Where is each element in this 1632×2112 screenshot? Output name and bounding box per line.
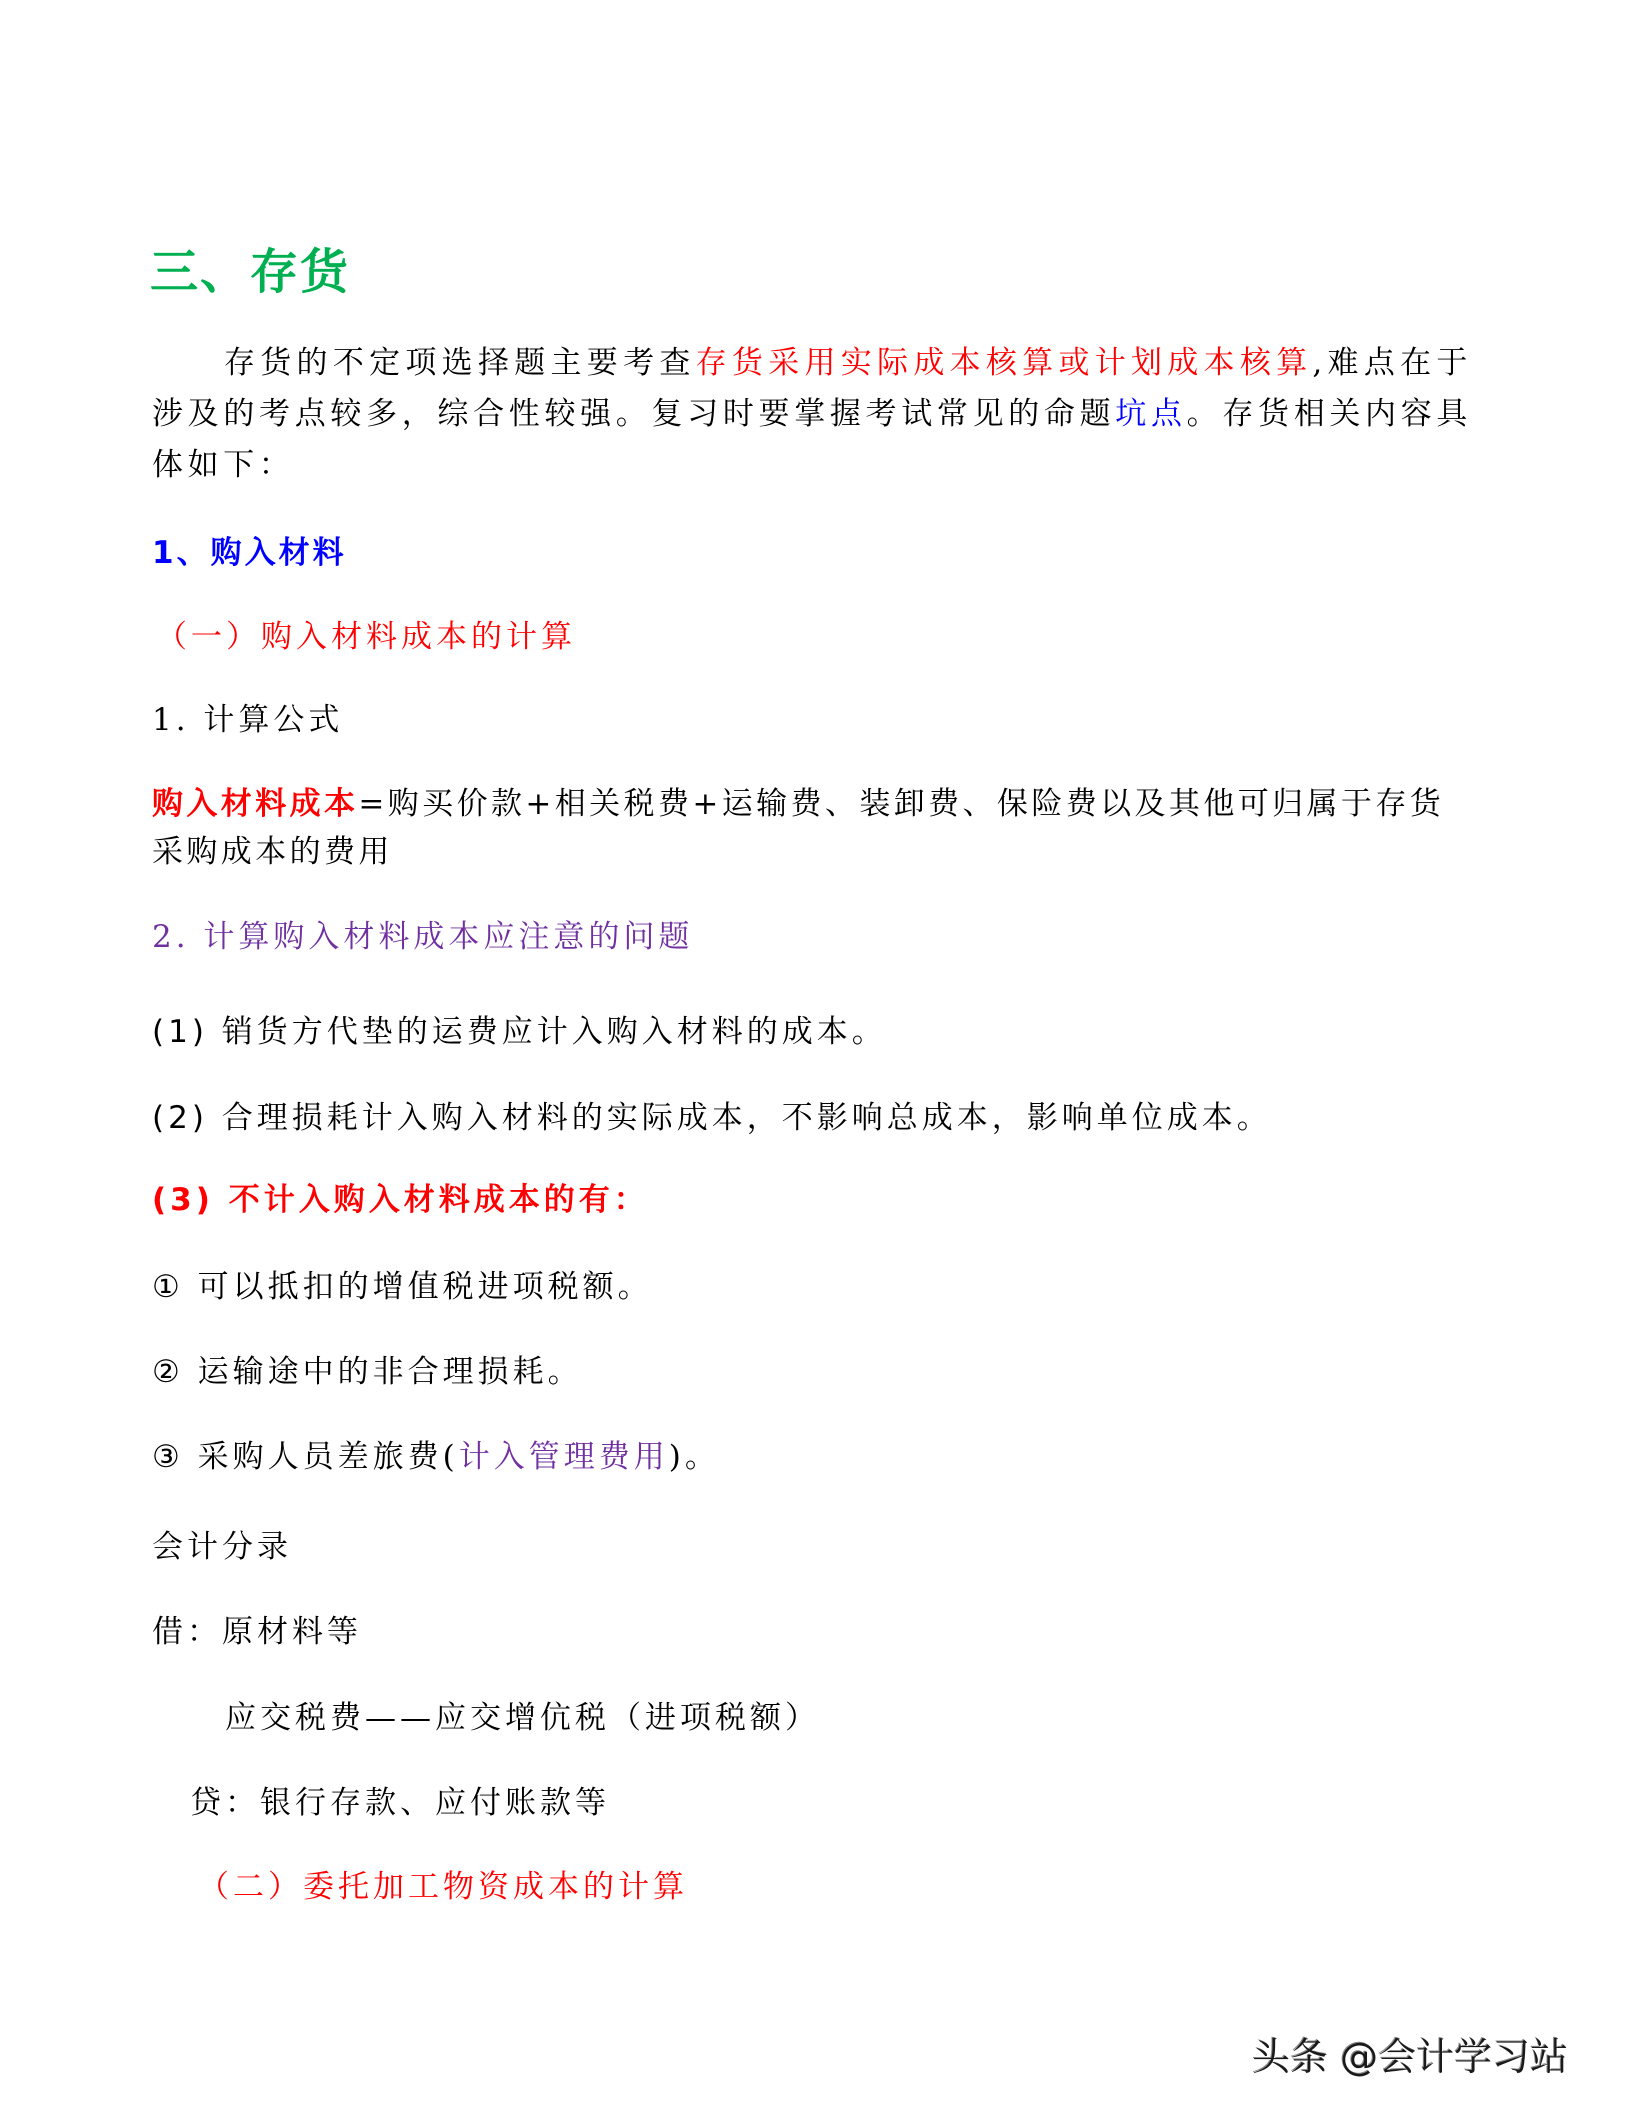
exclusion-text: 运输途中的非合理损耗。	[197, 1354, 583, 1390]
intro-text-3: 。存货相关内容具体如下：	[152, 396, 1472, 483]
note-marker: (1)	[152, 1014, 208, 1050]
exclusion-text: 可以抵扣的增值税进项税额。	[197, 1269, 653, 1305]
note-text: 销货方代垫的运费应计入购入材料的成本。	[221, 1014, 887, 1050]
exclusion-item	[152, 1347, 583, 1397]
exclusion-item	[152, 1432, 720, 1482]
note-exclusions-heading	[152, 1175, 649, 1225]
note-text: 合理损耗计入购入材料的实际成本，不影响总成本，影响单位成本。	[221, 1100, 1272, 1136]
intro-highlight-red: 存货采用实际成本核算或计划成本核算	[695, 345, 1313, 381]
exclusion-text: 采购人员差旅费(	[197, 1439, 459, 1475]
heading-purchase-materials: 1、购入材料	[152, 535, 347, 571]
intro-text-1: 存货的不定项选择题主要考查	[224, 345, 696, 381]
exclusion-marker: ②	[152, 1354, 184, 1390]
exclusion-highlight-purple: 计入管理费用	[458, 1439, 669, 1475]
note-marker: (3)	[152, 1182, 214, 1218]
journal-heading: 会计分录	[152, 1529, 292, 1565]
exclusion-item	[152, 1262, 653, 1312]
intro-text-2: ,难点在于涉及的考点较多，综合性较强。复习时要掌握考试常见的命题	[152, 345, 1472, 432]
formula-label: 购入材料成本	[152, 786, 359, 822]
formula-text: =购买价款+相关税费+运输费、装卸费、保险费以及其他可归属于存货 采购成本的费用	[152, 786, 1445, 870]
section-title: 三、存货	[150, 244, 351, 300]
item-notes-heading: 2. 计算购入材料成本应注意的问题	[152, 919, 694, 955]
exclusion-suffix: )。	[668, 1439, 720, 1475]
formula-paragraph	[152, 780, 1472, 876]
note-item	[152, 1007, 887, 1057]
journal-credit-line: 贷：银行存款、应付账款等	[190, 1785, 610, 1821]
note-marker: (2)	[152, 1100, 208, 1136]
subheading-purchase-cost: （一）购入材料成本的计算	[156, 619, 576, 655]
item-formula-heading: 1. 计算公式	[152, 702, 344, 738]
journal-debit-line: 应交税费——应交增伉税（进项税额）	[225, 1700, 820, 1736]
note-text: 不计入购入材料成本的有：	[228, 1182, 649, 1218]
journal-debit-line: 借：原材料等	[152, 1614, 362, 1650]
watermark: 头条 @会计学习站	[1252, 2035, 1569, 2079]
exclusion-marker: ③	[152, 1439, 184, 1475]
note-item	[152, 1093, 1272, 1143]
intro-highlight-blue: 坑点	[1115, 396, 1187, 432]
intro-paragraph	[152, 338, 1472, 491]
subheading-consigned-processing: （二）委托加工物资成本的计算	[198, 1869, 688, 1905]
exclusion-marker: ①	[152, 1269, 184, 1305]
